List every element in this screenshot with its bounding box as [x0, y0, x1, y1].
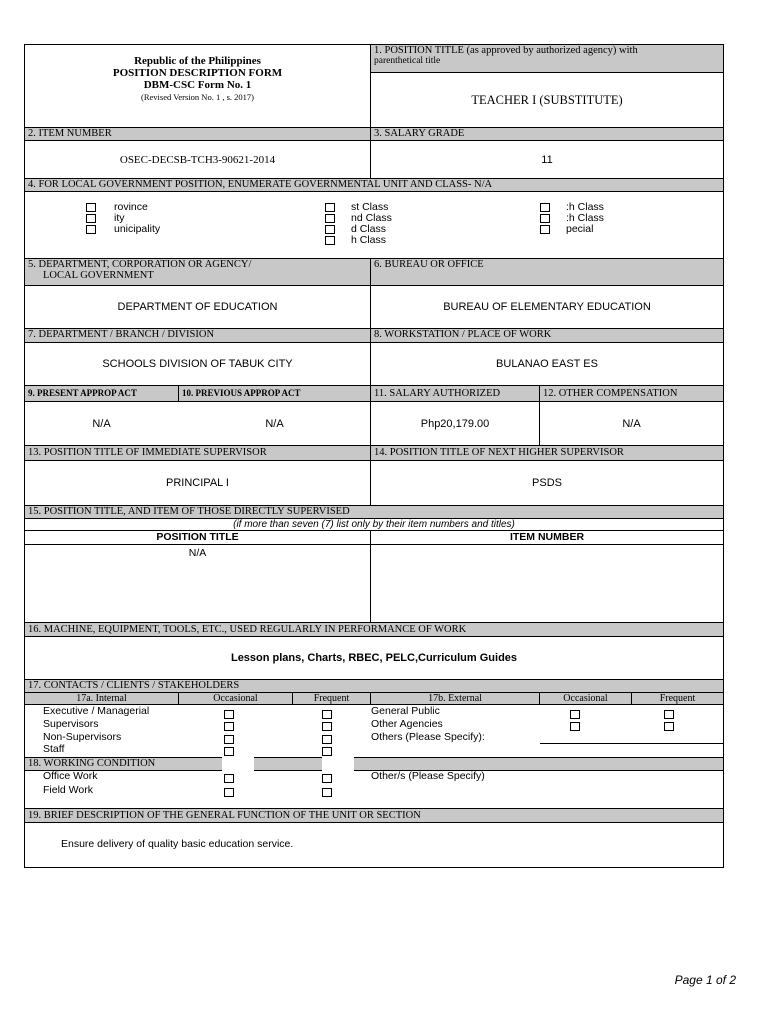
s4-class4-checkbox[interactable]: [325, 236, 335, 245]
s11-label: 11. SALARY AUTHORIZED: [370, 385, 540, 402]
s7-label: 7. DEPARTMENT / BRANCH / DIVISION: [24, 328, 371, 343]
s4-class6-checkbox[interactable]: [540, 214, 550, 223]
s10-label: 10. PREVIOUS APPROP ACT: [178, 385, 371, 402]
s18-occasional-gap: [222, 757, 254, 771]
s17a-nonsupervisors-frequent-checkbox[interactable]: [322, 735, 332, 744]
s19-value-text: Ensure delivery of quality basic education service.: [61, 838, 294, 850]
s5-label: [24, 258, 371, 286]
s18-field-frequent-checkbox[interactable]: [322, 788, 332, 797]
s17b-occasional-header: [539, 692, 632, 705]
s1-value-text: TEACHER I (SUBSTITUTE): [471, 92, 623, 107]
s4-class6-label: :h Class: [566, 212, 604, 224]
s14-value-text: PSDS: [532, 477, 562, 489]
s4-city-label: ity: [114, 212, 125, 224]
s4-class2-checkbox[interactable]: [325, 214, 335, 223]
s18-item-field-work: Field Work: [43, 784, 93, 796]
s17a-item-staff: Staff: [43, 743, 65, 755]
page-number: [640, 973, 736, 987]
s3-value[interactable]: [370, 140, 724, 179]
s17b-other-agencies-frequent-checkbox[interactable]: [664, 722, 674, 731]
s11-value[interactable]: [370, 401, 540, 446]
s6-label: 6. BUREAU OR OFFICE: [370, 258, 724, 286]
s15-col1-header-text: POSITION TITLE: [156, 531, 239, 543]
s10-value[interactable]: [178, 401, 371, 446]
s9-label: 9. PRESENT APPROP ACT: [24, 385, 179, 402]
s17b-frequent-text: Frequent: [659, 693, 696, 704]
s5-value[interactable]: [24, 285, 371, 329]
s18-office-occasional-checkbox[interactable]: [224, 774, 234, 783]
s4-label: 4. FOR LOCAL GOVERNMENT POSITION, ENUMERATE GOVERNMENTAL UNIT AND CLASS- N/A: [24, 178, 724, 192]
s3-label: 3. SALARY GRADE: [370, 127, 724, 141]
s17b-header-text: 17b. External: [428, 693, 482, 704]
s15-position-value: N/A: [188, 547, 207, 559]
s18-item-office-work: Office Work: [43, 770, 98, 782]
s12-value-text: N/A: [622, 417, 641, 430]
s12-label: 12. OTHER COMPENSATION: [539, 385, 724, 402]
s17a-occasional-header: [178, 692, 293, 705]
s6-value[interactable]: [370, 285, 724, 329]
s3-value-text: 11: [541, 153, 553, 166]
s8-value[interactable]: [370, 342, 724, 386]
s1-label-line2: parenthetical title: [374, 56, 441, 66]
s4-class2-label: nd Class: [351, 212, 392, 224]
s17b-general-public-frequent-checkbox[interactable]: [664, 710, 674, 719]
s5-label-line1: 5. DEPARTMENT, CORPORATION OR AGENCY/: [28, 259, 252, 270]
header-line4: (Revised Version No. 1 , s. 2017): [141, 92, 254, 102]
s17b-item-general-public: General Public: [371, 705, 440, 717]
s16-label: 16. MACHINE, EQUIPMENT, TOOLS, ETC., USED REGULARLY IN PERFORMANCE OF WORK: [24, 622, 724, 637]
s4-province-checkbox[interactable]: [86, 203, 96, 212]
s18-other-label: Other/s (Please Specify): [371, 770, 485, 782]
s9-value-text: N/A: [92, 417, 111, 430]
s17a-item-nonsupervisors: Non-Supervisors: [43, 731, 122, 743]
s5-value-text: DEPARTMENT OF EDUCATION: [117, 301, 278, 313]
s15-col2-header-text: ITEM NUMBER: [509, 531, 585, 543]
s19-label: 19. BRIEF DESCRIPTION OF THE GENERAL FUNCTION OF THE UNIT OR SECTION: [24, 808, 724, 823]
s18-frequent-gap: [322, 757, 354, 771]
s4-class1-checkbox[interactable]: [325, 203, 335, 212]
s18-field-occasional-checkbox[interactable]: [224, 788, 234, 797]
s2-value-text: OSEC-DECSB-TCH3-90621-2014: [119, 153, 276, 166]
s7-value-text: SCHOOLS DIVISION OF TABUK CITY: [102, 358, 293, 370]
s4-municipality-checkbox[interactable]: [86, 225, 96, 234]
s17a-supervisors-frequent-checkbox[interactable]: [322, 722, 332, 731]
s17a-occasional-text: Occasional: [213, 693, 258, 704]
s16-value-text: Lesson plans, Charts, RBEC, PELC,Curriculum Guides: [230, 652, 518, 664]
s7-value[interactable]: [24, 342, 371, 386]
s5-label-line2: LOCAL GOVERNMENT: [43, 270, 154, 281]
s17a-frequent-text: Frequent: [313, 693, 350, 704]
s1-label: [370, 44, 724, 73]
s17a-nonsupervisors-occasional-checkbox[interactable]: [224, 735, 234, 744]
s8-label: 8. WORKSTATION / PLACE OF WORK: [370, 328, 724, 343]
s15-col2-header: [370, 530, 724, 545]
s14-value[interactable]: [370, 460, 724, 506]
s4-city-checkbox[interactable]: [86, 214, 96, 223]
s10-value-text: N/A: [265, 417, 284, 430]
s17a-frequent-header: [292, 692, 371, 705]
s17a-header-text: 17a. Internal: [76, 693, 127, 704]
s17b-item-other-agencies: Other Agencies: [371, 718, 443, 730]
s16-value[interactable]: [24, 636, 724, 680]
s13-value[interactable]: [24, 460, 371, 506]
s17a-header: [24, 692, 179, 705]
s17a-staff-frequent-checkbox[interactable]: [322, 747, 332, 756]
header-line1: Republic of the Philippines: [134, 55, 261, 67]
form-header-title: [24, 55, 371, 103]
s17b-general-public-occasional-checkbox[interactable]: [570, 710, 580, 719]
header-line2: POSITION DESCRIPTION FORM: [112, 67, 283, 79]
s4-municipality-label: unicipality: [114, 223, 161, 235]
s17b-occasional-text: Occasional: [563, 693, 608, 704]
s18-office-frequent-checkbox[interactable]: [322, 774, 332, 783]
s17b-frequent-header: [631, 692, 724, 705]
s14-label: 14. POSITION TITLE OF NEXT HIGHER SUPERVISOR: [370, 445, 724, 461]
s15-item-cell[interactable]: [370, 544, 724, 623]
s8-value-text: BULANAO EAST ES: [496, 358, 598, 370]
s17b-header: [370, 692, 540, 705]
s19-value[interactable]: [24, 822, 724, 868]
page-number-text: Page 1 of 2: [674, 973, 736, 987]
s15-position-cell[interactable]: [24, 544, 371, 623]
s17b-item-others: Others (Please Specify):: [371, 731, 485, 743]
s2-label: 2. ITEM NUMBER: [24, 127, 371, 141]
s15-note-text: (if more than seven (7) list only by their item numbers and titles): [233, 519, 515, 530]
s4-class1-label: st Class: [351, 201, 389, 213]
s2-value[interactable]: [24, 140, 371, 179]
s17a-staff-occasional-checkbox[interactable]: [224, 747, 234, 756]
s13-value-text: PRINCIPAL I: [166, 477, 229, 489]
s12-value[interactable]: [539, 401, 724, 446]
s15-label: 15. POSITION TITLE, AND ITEM OF THOSE DIRECTLY SUPERVISED: [24, 505, 724, 519]
s17a-item-executive: Executive / Managerial: [43, 705, 150, 717]
s17a-executive-occasional-checkbox[interactable]: [224, 710, 234, 719]
s4-province-label: rovince: [114, 201, 148, 213]
s17a-executive-frequent-checkbox[interactable]: [322, 710, 332, 719]
s9-value[interactable]: [24, 401, 179, 446]
s4-special-label: pecial: [566, 223, 594, 235]
s15-col1-header: [24, 530, 371, 545]
s17-label: 17. CONTACTS / CLIENTS / STAKEHOLDERS: [24, 679, 724, 693]
s11-value-text: Php20,179.00: [420, 417, 490, 430]
s4-special-checkbox[interactable]: [540, 225, 550, 234]
s17a-supervisors-occasional-checkbox[interactable]: [224, 722, 234, 731]
s1-label-line1: 1. POSITION TITLE (as approved by authorized agency) with: [374, 45, 638, 56]
header-line3: DBM-CSC Form No. 1: [143, 79, 252, 91]
s4-class3-label: d Class: [351, 223, 387, 235]
s13-label: 13. POSITION TITLE OF IMMEDIATE SUPERVISOR: [24, 445, 371, 461]
s17b-others-input-line[interactable]: [540, 743, 723, 744]
s18-label: 18. WORKING CONDITION: [24, 757, 724, 771]
s4-class5-label: :h Class: [566, 201, 604, 213]
s17a-item-supervisors: Supervisors: [43, 718, 99, 730]
s1-value[interactable]: [370, 72, 724, 128]
s6-value-text: BUREAU OF ELEMENTARY EDUCATION: [443, 301, 651, 313]
s4-class4-label: h Class: [351, 234, 387, 246]
s4-class3-checkbox[interactable]: [325, 225, 335, 234]
s4-class5-checkbox[interactable]: [540, 203, 550, 212]
s17b-other-agencies-occasional-checkbox[interactable]: [570, 722, 580, 731]
